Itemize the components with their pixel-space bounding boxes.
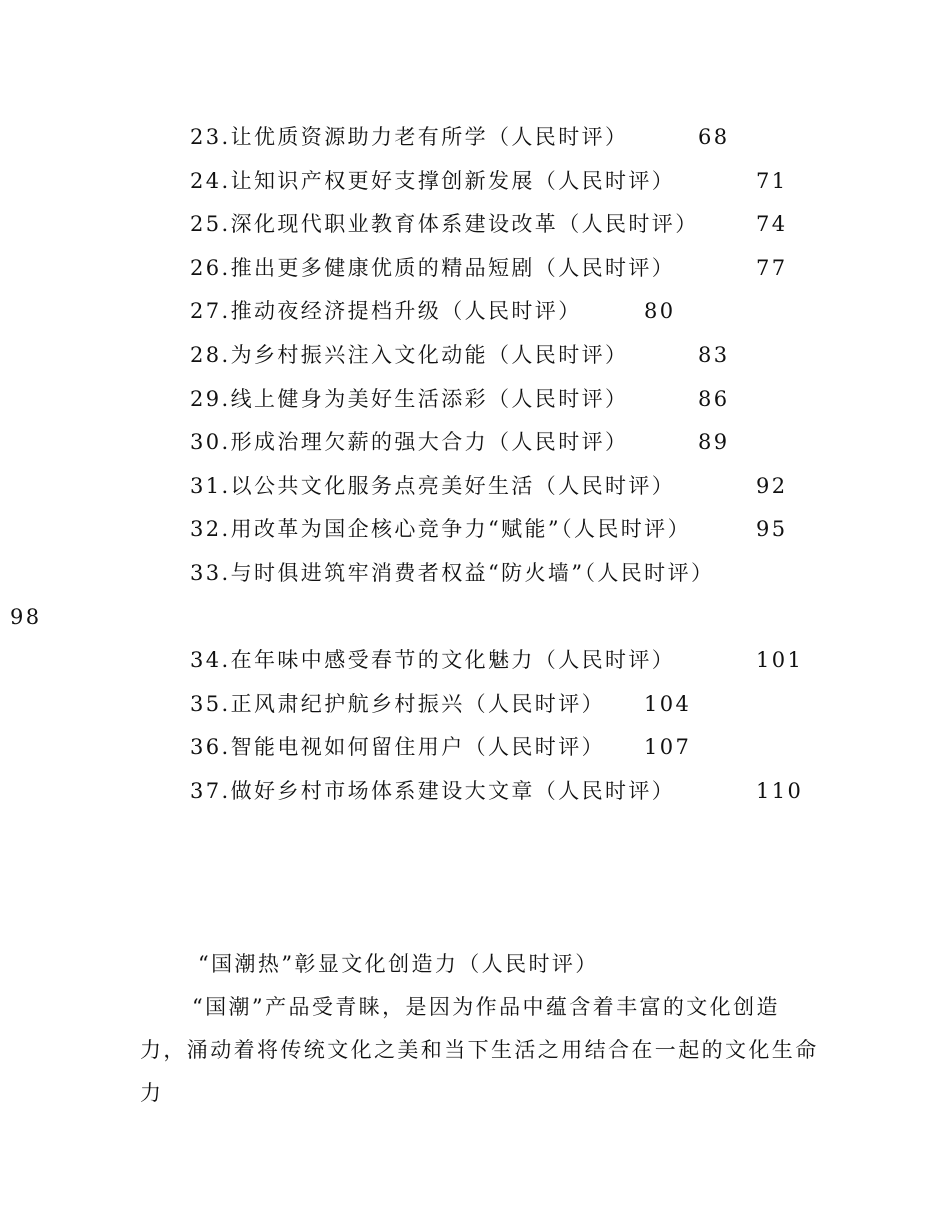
toc-item-page: 101: [756, 648, 804, 673]
toc-item-wrap[interactable]: [4, 596, 890, 640]
toc-item-title: 28.为乡村振兴注入文化动能（人民时评）: [190, 342, 629, 367]
toc-item-title: 34.在年味中感受春节的文化魅力（人民时评）: [190, 648, 676, 673]
toc-item-page: 74: [756, 212, 788, 237]
toc-item[interactable]: [190, 465, 890, 509]
toc-item[interactable]: [190, 508, 890, 552]
toc-item-page: 89: [698, 430, 730, 455]
toc-item-page: 86: [698, 386, 730, 411]
toc-item-page: 80: [644, 299, 676, 324]
toc-item-title: 27.推动夜经济提档升级（人民时评）: [190, 299, 582, 324]
toc-item-title: 30.形成治理欠薪的强大合力（人民时评）: [190, 430, 629, 455]
toc-item-page: 110: [756, 778, 804, 803]
toc-item[interactable]: [190, 770, 890, 814]
toc-item-title: 29.线上健身为美好生活添彩（人民时评）: [190, 386, 629, 411]
article-body: “国潮”产品受青睐，是因为作品中蕴含着丰富的文化创造力，涌动着将传统文化之美和当下生活之用结合在一起的文化生命力: [140, 995, 819, 1105]
toc-item-title: 37.做好乡村市场体系建设大文章（人民时评）: [190, 778, 676, 803]
table-of-contents: [10, 116, 890, 814]
toc-item-page: 77: [756, 255, 788, 280]
article: [140, 942, 820, 1115]
toc-item-page: 98: [10, 604, 42, 629]
toc-item[interactable]: [190, 116, 890, 160]
toc-item-page: 71: [756, 168, 788, 193]
toc-item[interactable]: [190, 160, 890, 204]
toc-item[interactable]: [190, 378, 890, 422]
toc-item[interactable]: [190, 639, 890, 683]
toc-item[interactable]: [190, 334, 890, 378]
toc-item-title: 31.以公共文化服务点亮美好生活（人民时评）: [190, 473, 676, 498]
toc-item[interactable]: [190, 552, 890, 596]
toc-item[interactable]: [190, 726, 890, 770]
toc-item-page: 92: [756, 473, 788, 498]
toc-item-page: 68: [698, 125, 730, 149]
toc-item-title: 35.正风肃纪护航乡村振兴（人民时评）: [190, 691, 605, 716]
toc-item-title: 32.用改革为国企核心竞争力“赋能”（人民时评）: [190, 517, 691, 542]
article-title: “国潮热”彰显文化创造力（人民时评）: [198, 952, 599, 976]
toc-item-page: 83: [698, 342, 730, 367]
toc-item[interactable]: [190, 421, 890, 465]
toc-item-title: 26.推出更多健康优质的精品短剧（人民时评）: [190, 255, 676, 280]
toc-item[interactable]: [190, 683, 890, 727]
toc-item-title: 23.让优质资源助力老有所学（人民时评）: [190, 125, 629, 149]
toc-item[interactable]: [190, 203, 890, 247]
toc-item-title: 36.智能电视如何留住用户（人民时评）: [190, 735, 605, 760]
toc-item[interactable]: [190, 290, 890, 334]
toc-item-title: 24.让知识产权更好支撑创新发展（人民时评）: [190, 168, 676, 193]
toc-item-title: 25.深化现代职业教育体系建设改革（人民时评）: [190, 212, 699, 237]
toc-item[interactable]: [190, 247, 890, 291]
toc-item-title: 33.与时俱进筑牢消费者权益“防火墙”（人民时评）: [190, 560, 715, 585]
toc-item-page: 95: [756, 517, 788, 542]
toc-item-page: 104: [644, 691, 692, 716]
toc-item-page: 107: [644, 735, 692, 760]
